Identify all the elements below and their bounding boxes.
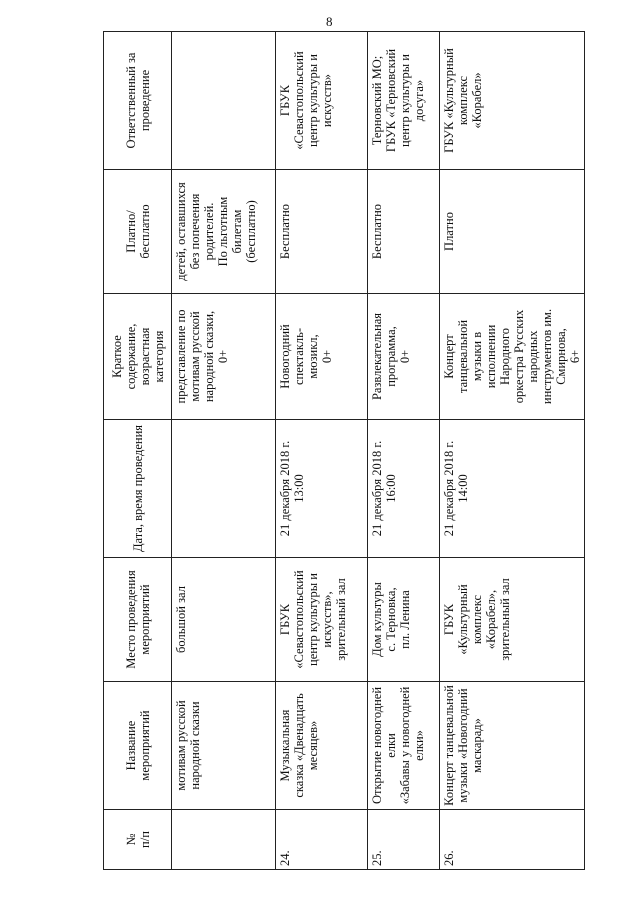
cell-paid-free: Платно (440, 170, 585, 294)
header-number: № п/п (104, 810, 172, 870)
table-row (172, 32, 276, 870)
cell-event-name: мотивам русской народной сказки (172, 682, 276, 810)
cell-responsible (172, 32, 276, 170)
cell-number: 26. (440, 810, 585, 870)
cell-paid-free: Бесплатно (368, 170, 440, 294)
events-table-rotated (103, 32, 582, 870)
header-event-name: Название мероприятий (104, 682, 172, 810)
events-table (103, 31, 585, 870)
table-row (440, 32, 585, 870)
cell-number: 24. (276, 810, 368, 870)
header-paid-free: Платно/ бесплатно (104, 170, 172, 294)
header-responsible: Ответственный за проведение (104, 32, 172, 170)
cell-responsible: ГБУК «Севастопольский центр культуры и искусств» (276, 32, 368, 170)
cell-date-time: 21 декабря 2018 г. 13:00 (276, 420, 368, 558)
cell-responsible: ГБУК «Культурный комплекс «Корабел» (440, 32, 585, 170)
cell-summary: Концерт танцевальной музыки в исполнении Народного оркестра Русских народных инструментов им. Смирнова, 6+ (440, 294, 585, 420)
table-header-row (104, 32, 172, 870)
table-row (368, 32, 440, 870)
cell-summary: Новогодний спектакль- мюзикл, 0+ (276, 294, 368, 420)
table-row (276, 32, 368, 870)
cell-date-time (172, 420, 276, 558)
page-number: 8 (326, 14, 333, 29)
cell-event-name: Открытие новогодней елки «Забавы у новогодней елки» (368, 682, 440, 810)
cell-venue: большой зал (172, 558, 276, 682)
cell-event-name: Концерт танцевальной музыки «Новогодний маскарад» (440, 682, 585, 810)
cell-event-name: Музыкальная сказка «Двенадцать месяцев» (276, 682, 368, 810)
cell-summary: представление по мотивам русской народной сказки, 0+ (172, 294, 276, 420)
cell-date-time: 21 декабря 2018 г. 16:00 (368, 420, 440, 558)
cell-date-time: 21 декабря 2018 г. 14:00 (440, 420, 585, 558)
cell-summary: Развлекательная программа, 0+ (368, 294, 440, 420)
header-venue: Место проведения мероприятий (104, 558, 172, 682)
cell-venue: ГБУК «Севастопольский центр культуры и искусств», зрительный зал (276, 558, 368, 682)
cell-paid-free: Бесплатно (276, 170, 368, 294)
cell-responsible: Терновский МО; ГБУК «Терновский центр культуры и досуга» (368, 32, 440, 170)
header-date-time: Дата, время проведения (104, 420, 172, 558)
cell-number (172, 810, 276, 870)
cell-venue: Дом культуры с. Терновка, пл. Ленина (368, 558, 440, 682)
header-summary: Краткое содержание, возрастная категория (104, 294, 172, 420)
cell-paid-free: детей, оставшихся без попечения родителей. По льготным билетам (бесплатно) (172, 170, 276, 294)
cell-number: 25. (368, 810, 440, 870)
cell-venue: ГБУК «Культурный комплекс «Корабел», зрительный зал (440, 558, 585, 682)
